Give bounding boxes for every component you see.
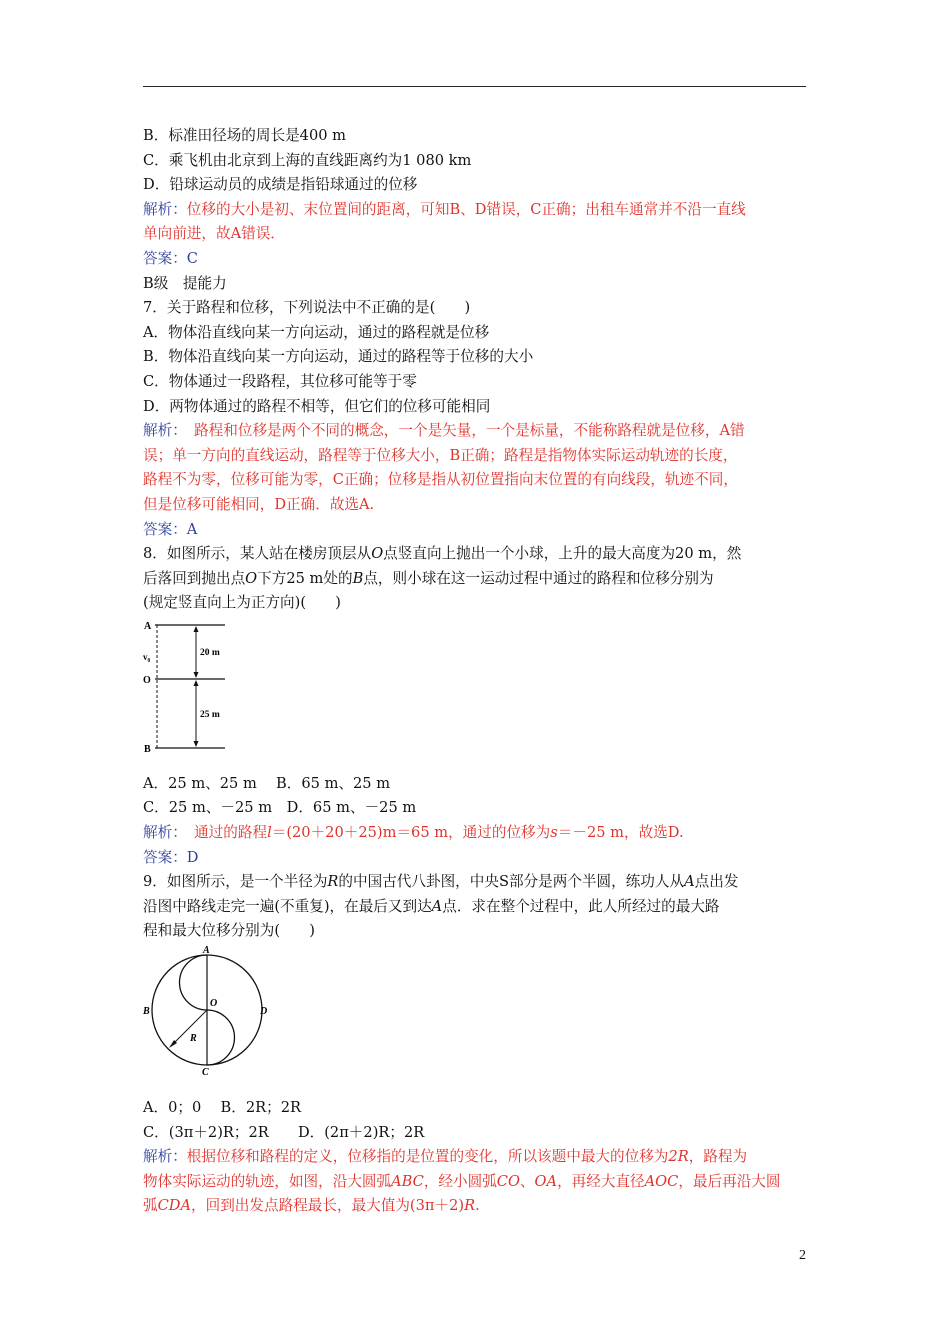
page-number: 2 [799, 1248, 806, 1263]
q7-option-a: A．物体沿直线向某一方向运动，通过的路程就是位移 [143, 323, 490, 341]
q8-stem-line-1: 8．如图所示，某人站在楼房顶层从O点竖直向上抛出一个小球，上升的最大高度为20 m，然 [143, 545, 742, 563]
q7-analysis-line-1: 解析： 路程和位移是两个不同的概念，一个是矢量，一个是标量，不能称路程就是位移，A错 [143, 422, 745, 440]
q9-analysis-line-2: 物体实际运动的轨迹，如图，沿大圆弧ABC，经小圆弧CO、OA，再经大直径AOC，最后再沿大圆 [143, 1172, 781, 1190]
q9-stem-line-3: 程和最大位移分别为( ) [143, 922, 315, 940]
q9-label-r: R [190, 1033, 197, 1045]
q7-analysis-line-3: 路程不为零，位移可能为零，C正确；位移是指从初位置指向末位置的有向线段，轨迹不同， [143, 471, 738, 489]
q6-option-b: B．标准田径场的周长是400 m [143, 127, 346, 144]
q8-label-b: B [144, 743, 151, 755]
q9-figure [143, 946, 283, 1076]
q9-label-c: C [202, 1067, 209, 1077]
q8-options-line-1: A．25 m、25 m B．65 m、25 m [143, 774, 391, 792]
q8-answer: 答案：D [143, 848, 199, 866]
q9-analysis-line-1: 解析：根据位移和路程的定义，位移指的是位置的变化，所以该题中最大的位移为2R，路程为 [143, 1148, 748, 1166]
q7-stem: 7．关于路程和位移，下列说法中不正确的是( ) [143, 299, 471, 317]
q6-option-d: D．铅球运动员的成绩是指铅球通过的位移 [143, 176, 418, 194]
q8-label-a: A [144, 620, 152, 632]
q8-label-o: O [143, 674, 151, 686]
level-heading: B级 提能力 [143, 274, 227, 292]
q9-options-line-2: C．(3π＋2)R；2R D．(2π＋2)R；2R [143, 1123, 425, 1141]
q8-stem-line-3: (规定竖直向上为正方向)( ) [143, 594, 341, 612]
q8-dim-25: 25 m [200, 709, 220, 720]
q8-figure [143, 620, 243, 760]
q9-label-d: D [260, 1006, 268, 1018]
q7-option-d: D．两物体通过的路程不相等，但它们的位移可能相同 [143, 397, 491, 415]
q9-analysis-line-3: 弧CDA，回到出发点路程最长，最大值为(3π＋2)R. [143, 1197, 480, 1215]
q9-stem-line-1: 9．如图所示，是一个半径为R的中国古代八卦图，中央S部分是两个半圆，练功人从A点出发 [143, 873, 739, 891]
q7-analysis-line-2: 误；单一方向的直线运动，路程等于位移大小，B正确；路程是指物体实际运动轨迹的长度， [143, 446, 738, 464]
q8-stem-line-2: 后落回到抛出点O下方25 m处的B点，则小球在这一运动过程中通过的路程和位移分别为 [143, 569, 714, 587]
q8-analysis: 解析： 通过的路程l＝(20＋20＋25)m＝65 m，通过的位移为s＝－25 m，故选D. [143, 824, 684, 842]
q6-option-c: C．乘飞机由北京到上海的直线距离约为1 080 km [143, 151, 472, 169]
q9-stem-line-2: 沿图中路线走完一遍(不重复)，在最后又到达A点．求在整个过程中，此人所经过的最大路 [143, 897, 720, 915]
q7-answer: 答案：A [143, 520, 198, 538]
header-rule [143, 86, 806, 87]
q9-label-b: B [143, 1006, 150, 1018]
q9-label-a: A [203, 946, 210, 957]
analysis-label: 解析： [143, 200, 187, 218]
q8-options-line-2: C．25 m、－25 m D．65 m、－25 m [143, 799, 417, 817]
q6-analysis-line-1: 解析：位移的大小是初、末位置间的距离，可知B、D错误，C正确；出租车通常并不沿一直线 [143, 200, 746, 218]
q7-option-b: B．物体沿直线向某一方向运动，通过的路程等于位移的大小 [143, 348, 534, 366]
q8-dim-20: 20 m [200, 647, 220, 658]
q7-option-c: C．物体通过一段路程，其位移可能等于零 [143, 372, 417, 390]
page-content [143, 124, 811, 1219]
q7-analysis-line-4: 但是位移可能相同，D正确．故选A. [143, 495, 375, 513]
q6-answer: 答案：C [143, 249, 198, 267]
q9-radius-arrow [171, 1010, 207, 1046]
q6-analysis-line-2: 单向前进，故A错误． [143, 225, 285, 243]
q8-label-v0: v₀ [143, 651, 151, 662]
q9-label-o: O [210, 998, 218, 1010]
q9-options-line-1: A．0；0 B．2R；2R [143, 1099, 301, 1117]
